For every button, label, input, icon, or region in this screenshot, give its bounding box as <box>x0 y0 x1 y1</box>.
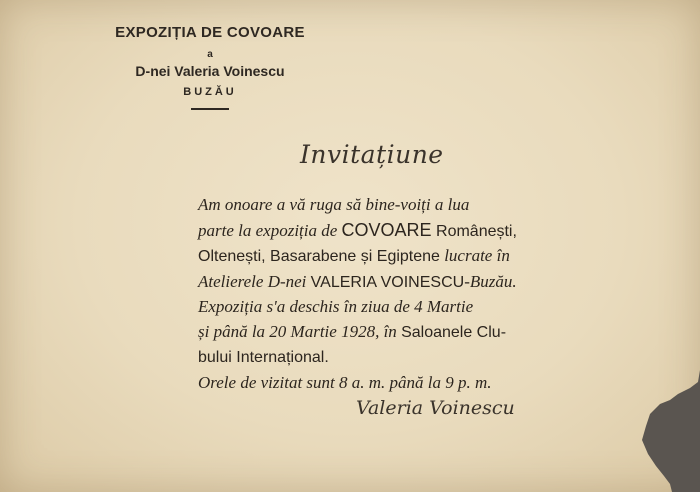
letterhead-host-name: D-nei Valeria Voinescu <box>135 63 285 79</box>
body-line-1 <box>198 193 628 218</box>
body-text: Expoziția s'a deschis în ziua de 4 Martie <box>198 297 474 316</box>
body-line-8 <box>198 371 628 396</box>
body-text: Am onoare a vă ruga să bine-voiți a lua <box>198 195 470 214</box>
body-text: Oltenești, Basarabene și Egiptene <box>198 248 440 265</box>
body-text: -Buzău. <box>464 271 517 291</box>
body-line-5 <box>198 295 628 320</box>
signature: Valeria Voinescu <box>356 397 515 419</box>
body-text-emphasis: VALERIA VOINESCU <box>310 273 465 291</box>
body-text: Saloanele Clu- <box>401 323 507 341</box>
invitation-body <box>198 193 628 395</box>
body-line-7 <box>198 345 628 371</box>
letterhead <box>60 24 360 110</box>
body-text: Orele de vizitat sunt 8 a. m. până la 9 p. m. <box>198 372 492 392</box>
letterhead-city: BUZĂU <box>183 86 237 98</box>
body-text: Românești, <box>431 222 517 240</box>
body-text: Atelierele D-nei <box>198 271 311 291</box>
body-line-4 <box>198 270 628 296</box>
body-line-2 <box>198 218 628 245</box>
letterhead-exhibition-title: EXPOZIȚIA DE COVOARE <box>115 24 305 41</box>
body-line-3 <box>198 244 628 270</box>
letterhead-divider <box>191 108 229 110</box>
body-text: lucrate în <box>439 246 510 265</box>
torn-corner <box>620 370 700 492</box>
letterhead-connector: a <box>207 49 213 60</box>
body-line-6 <box>198 320 628 346</box>
body-text-emphasis: COVOARE <box>341 219 432 240</box>
body-text: parte la expoziția de <box>198 220 342 240</box>
body-text: și până la 20 Martie 1928, în <box>198 321 402 341</box>
invitation-title: Invitațiune <box>300 140 444 169</box>
body-text: bului Internațional. <box>198 349 329 366</box>
